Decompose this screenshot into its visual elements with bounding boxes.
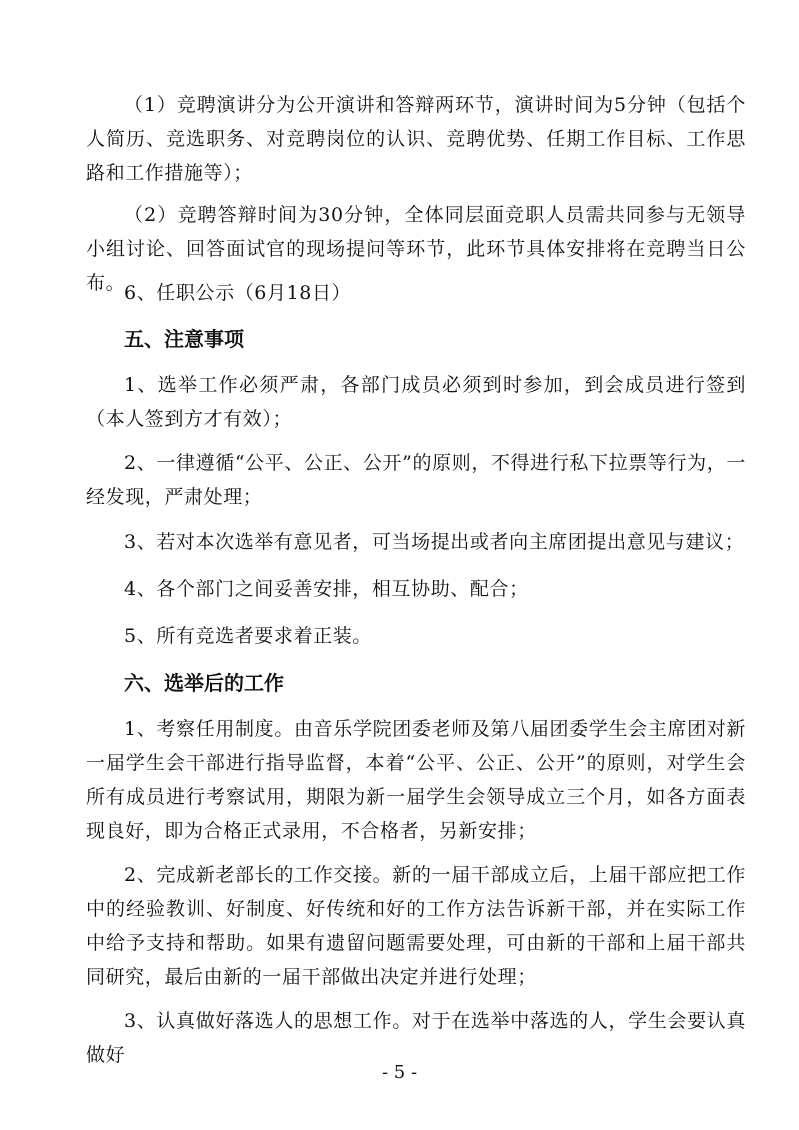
paragraph-defense-format: （2）竞聘答辩时间为30分钟，全体同层面竞职人员需共同参与无领导小组讨论、回答面试官的现场提问等环节，此环节具体安排将在竞聘当日公布。 [86, 204, 746, 294]
paragraph-note-3: 3、若对本次选举有意见者，可当场提出或者向主席团提出意见与建议； [124, 531, 745, 553]
paragraph-note-4: 4、各个部门之间妥善安排，相互协助、配合； [124, 578, 529, 600]
paragraph-note-5: 5、所有竞选者要求着正装。 [124, 625, 372, 647]
section-heading-notes: 五、注意事项 [124, 327, 244, 351]
paragraph-note-1: 1、选举工作必须严肃，各部门成员必须到时参加，到会成员进行签到（本人签到方才有效）； [86, 374, 746, 430]
paragraph-post-election-2: 2、完成新老部长的工作交接。新的一届干部成立后，上届干部应把工作中的经验教训、好制度、好传统和好的工作方法告诉新干部，并在实际工作中给予支持和帮助。如果有遗留问题需要处理，可由新的干部和上届干部共同研究，最后由新的一届干部做出决定并进行处理； [86, 864, 746, 988]
paragraph-note-2: 2、一律遵循“公平、公正、公开”的原则，不得进行私下拉票等行为，一经发现，严肃处理； [86, 452, 746, 508]
paragraph-post-election-3: 3、认真做好落选人的思想工作。对于在选举中落选的人，学生会要认真做好 [86, 1010, 746, 1066]
paragraph-appointment-notice: 6、任职公示（6月18日） [124, 282, 352, 304]
paragraph-post-election-1: 1、考察任用制度。由音乐学院团委老师及第八届团委学生会主席团对新一届学生会干部进行指导监督，本着“公平、公正、公开”的原则，对学生会所有成员进行考察试用，期限为新一届学生会领导成立三个月，如各方面表现良好，即为合格正式录用，不合格者，另新安排； [86, 718, 746, 842]
page-number: - 5 - [381, 1062, 418, 1083]
paragraph-speech-format: （1）竞聘演讲分为公开演讲和答辩两环节，演讲时间为5分钟（包括个人简历、竞选职务、对竞聘岗位的认识、竞聘优势、任期工作目标、工作思路和工作措施等）； [86, 94, 746, 184]
section-heading-post-election: 六、选举后的工作 [124, 671, 284, 695]
